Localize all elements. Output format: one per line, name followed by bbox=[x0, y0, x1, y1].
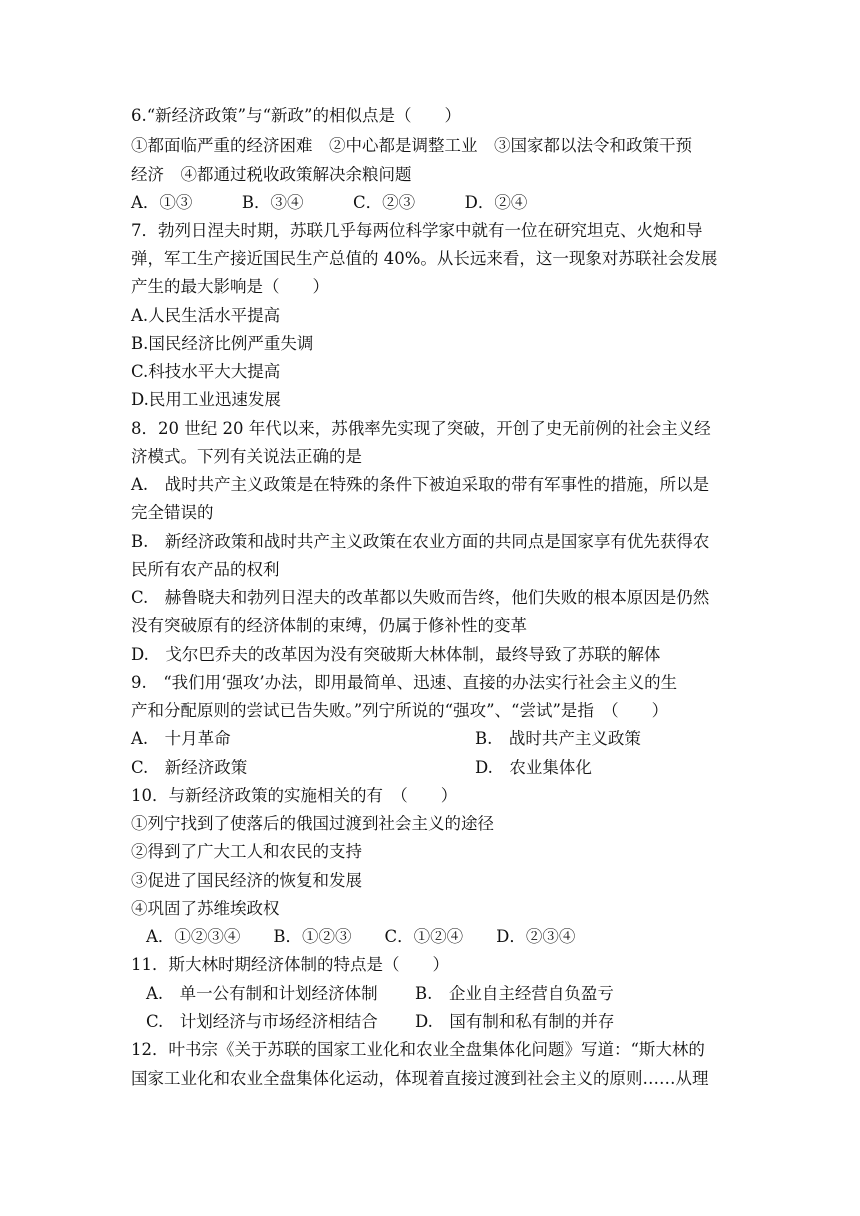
q10-item-2: ②得到了广大工人和农民的支持 bbox=[131, 842, 362, 861]
q8-option-c-line-2: 没有突破原有的经济体制的束缚，仍属于修补性的变革 bbox=[131, 616, 527, 635]
q6-items-line-1: ①都面临严重的经济困难 ②中心都是调整工业 ③国家都以法令和政策干预 bbox=[131, 136, 692, 155]
q8-option-b-line-1: B. 新经济政策和战时共产主义政策在农业方面的共同点是国家享有优先获得农 bbox=[131, 532, 710, 551]
q11-option-b: B. 企业自主经营自负盈亏 bbox=[415, 984, 614, 1003]
q9-stem-line-2: 产和分配原则的尝试已告失败。”列宁所说的“强攻”、“尝试”是指 （ ） bbox=[131, 701, 669, 720]
q11-option-d: D. 国有制和私有制的并存 bbox=[415, 1012, 615, 1031]
q6-items-line-2: 经济 ④都通过税收政策解决余粮问题 bbox=[131, 165, 412, 184]
q9-option-d: D. 农业集体化 bbox=[475, 758, 592, 777]
q8-option-c-line-1: C. 赫鲁晓夫和勃列日涅夫的改革都以失败而告终，他们失败的根本原因是仍然 bbox=[131, 588, 710, 607]
q9-option-b: B. 战时共产主义政策 bbox=[475, 729, 641, 748]
q7-option-a: A.人民生活水平提高 bbox=[131, 306, 281, 325]
q10-item-1: ①列宁找到了使落后的俄国过渡到社会主义的途径 bbox=[131, 814, 494, 833]
q8-option-d: D. 戈尔巴乔夫的改革因为没有突破斯大林体制，最终导致了苏联的解体 bbox=[131, 645, 661, 664]
q12-stem-line-1: 12．叶书宗《关于苏联的国家工业化和农业全盘集体化问题》写道：“斯大林的 bbox=[131, 1040, 705, 1059]
q11-stem: 11．斯大林时期经济体制的特点是（ ） bbox=[131, 955, 449, 974]
q12-stem-line-2: 国家工业化和农业全盘集体化运动，体现着直接过渡到社会主义的原则……从理 bbox=[131, 1069, 709, 1088]
q7-stem-line-1: 7．勃列日涅夫时期，苏联几乎每两位科学家中就有一位在研究坦克、火炮和导 bbox=[131, 221, 703, 240]
q8-stem-line-1: 8．20 世纪 20 年代以来，苏俄率先实现了突破，开创了史无前例的社会主义经 bbox=[131, 419, 711, 438]
q8-option-b-line-2: 民所有农产品的权利 bbox=[131, 560, 280, 579]
q7-option-c: C.科技水平大大提高 bbox=[131, 362, 281, 381]
q8-option-a-line-1: A. 战时共产主义政策是在特殊的条件下被迫采取的带有军事性的措施，所以是 bbox=[131, 475, 710, 494]
q9-option-c: C. 新经济政策 bbox=[131, 758, 248, 777]
q8-stem-line-2: 济模式。下列有关说法正确的是 bbox=[131, 447, 362, 466]
q10-item-3: ③促进了国民经济的恢复和发展 bbox=[131, 871, 362, 890]
q7-option-b: B.国民经济比例严重失调 bbox=[131, 334, 314, 353]
q11-option-a: A. 单一公有制和计划经济体制 bbox=[146, 984, 378, 1003]
q6-stem: 6.“新经济政策”与“新政”的相似点是（ ） bbox=[131, 106, 461, 125]
q7-stem-line-2: 弹，军工生产接近国民生产总值的 40%。从长远来看，这一现象对苏联社会发展 bbox=[131, 249, 718, 268]
q9-stem-line-1: 9. “我们用‘强攻’办法，即用最简单、迅速、直接的办法实行社会主义的生 bbox=[131, 673, 678, 692]
q7-stem-line-3: 产生的最大影响是（ ） bbox=[131, 277, 329, 296]
q9-option-a: A. 十月革命 bbox=[131, 729, 231, 748]
q7-option-d: D.民用工业迅速发展 bbox=[131, 390, 281, 409]
q11-option-c: C. 计划经济与市场经济相结合 bbox=[146, 1012, 378, 1031]
q10-stem: 10．与新经济政策的实施相关的有 （ ） bbox=[131, 786, 458, 805]
q10-options: A．①②③④ B．①②③ C．①②④ D．②③④ bbox=[146, 927, 576, 946]
q6-options: A．①③ B．③④ C．②③ D．②④ bbox=[131, 193, 528, 212]
q8-option-a-line-2: 完全错误的 bbox=[131, 503, 214, 522]
q10-item-4: ④巩固了苏维埃政权 bbox=[131, 899, 280, 918]
